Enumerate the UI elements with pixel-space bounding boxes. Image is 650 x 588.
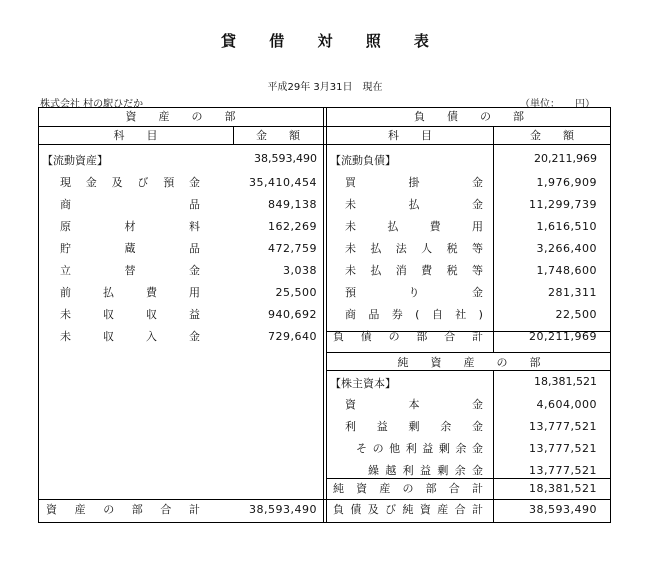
net-asset-row-amount: 4,604,000	[536, 398, 597, 411]
net-asset-row-label: 利 益 剰 余 金	[345, 420, 483, 433]
current-assets-amount: 38,593,490	[254, 152, 317, 165]
liab-col-amount: 金 額	[530, 129, 574, 142]
asset-row-amount: 35,410,454	[249, 176, 317, 189]
liabilities-total	[0, 326, 650, 348]
asset-row-amount: 849,138	[268, 198, 317, 211]
liability-row	[0, 238, 650, 260]
asset-row-label: 立 替 金	[60, 264, 200, 277]
asset-row-label: 前 払 費 用	[60, 286, 200, 299]
liability-row-amount: 3,266,400	[536, 242, 597, 255]
net-asset-row-amount: 13,777,521	[529, 464, 597, 477]
liabilities-net-assets-total	[0, 499, 650, 521]
asset-row-amount: 162,269	[268, 220, 317, 233]
asset-row-label: 未 収 入 金	[60, 330, 200, 343]
net-assets-header: 純 資 産 の 部	[397, 356, 541, 369]
liability-row-label: 未 払 金	[345, 198, 483, 211]
assets-col-amount: 金 額	[256, 129, 300, 142]
shareholders-equity-section: 【株主資本】	[330, 377, 396, 390]
net-assets-total-amount: 18,381,521	[529, 482, 597, 495]
net-assets-total	[0, 478, 650, 500]
current-liabilities-amount: 20,211,969	[534, 152, 597, 165]
asset-row-label: 貯 蔵 品	[60, 242, 200, 255]
assets-col-item: 科 目	[113, 129, 158, 142]
liability-row-label: 買 掛 金	[345, 176, 483, 189]
assets-header: 資 産 の 部	[125, 110, 236, 123]
liabilities-total-label: 負 債 の 部 合 計	[333, 330, 483, 343]
liability-row-amount: 22,500	[555, 308, 597, 321]
net-assets-total-label: 純 資 産 の 部 合 計	[333, 482, 483, 495]
report-date: 平成29年 3月31日 現在	[267, 82, 383, 93]
unit-label: （単位： 円）	[520, 99, 595, 110]
net-asset-row	[0, 394, 650, 416]
liability-row-label: 預 り 金	[345, 286, 483, 299]
liability-row-label: 未 払 消 費 税 等	[345, 264, 483, 277]
net-asset-row-amount: 13,777,521	[529, 442, 597, 455]
company-name: 株式会社 村の駅ひだか	[40, 99, 144, 110]
asset-row-label: 原 材 料	[60, 220, 200, 233]
asset-row-amount: 729,640	[268, 330, 317, 343]
net-asset-row-label: 繰 越 利 益 剰 余 金	[368, 464, 483, 477]
liability-row-label: 未 払 法 人 税 等	[345, 242, 483, 255]
liability-row	[0, 282, 650, 304]
liabilities-total-amount: 20,211,969	[529, 330, 597, 343]
liability-row-amount: 11,299,739	[529, 198, 597, 211]
liabilities-header: 負 債 の 部	[414, 110, 524, 123]
asset-row-amount: 25,500	[275, 286, 317, 299]
header-line-2	[38, 144, 611, 145]
net-asset-row-label: 資 本 金	[345, 398, 483, 411]
asset-row-amount: 940,692	[268, 308, 317, 321]
asset-row-label: 未 収 収 益	[60, 308, 200, 321]
liability-row	[0, 172, 650, 194]
net-asset-row-label: そ の 他 利 益 剰 余 金	[356, 442, 483, 455]
shareholders-equity-amount: 18,381,521	[534, 375, 597, 388]
assets-total-amount: 38,593,490	[249, 503, 317, 516]
liability-row	[0, 216, 650, 238]
current-liabilities-section: 【流動負債】	[330, 154, 396, 167]
asset-row-label: 現 金 及 び 預 金	[60, 176, 200, 189]
liabilities-net-assets-total-amount: 38,593,490	[529, 503, 597, 516]
liability-row	[0, 304, 650, 326]
page-title: 貸 借 対 照 表	[221, 32, 443, 50]
asset-row-label: 商 品	[60, 198, 200, 211]
current-assets-section: 【流動資産】	[42, 154, 108, 167]
netasset-header-line-bottom	[327, 370, 611, 371]
liability-row-label: 未 払 費 用	[345, 220, 483, 233]
assets-total-label: 資 産 の 部 合 計	[46, 503, 200, 516]
liability-row	[0, 260, 650, 282]
liability-row-amount: 1,976,909	[536, 176, 597, 189]
liability-row-label: 商 品 券 ( 自 社 )	[345, 308, 483, 321]
liabilities-net-assets-total-label: 負 債 及 び 純 資 産 合 計	[333, 503, 483, 516]
asset-row-amount: 472,759	[268, 242, 317, 255]
net-asset-row	[0, 438, 650, 460]
liability-row-amount: 1,616,510	[536, 220, 597, 233]
netasset-header-line-top	[327, 352, 611, 353]
liability-row-amount: 281,311	[548, 286, 597, 299]
liability-row	[0, 194, 650, 216]
net-asset-row	[0, 416, 650, 438]
asset-row-amount: 3,038	[283, 264, 317, 277]
liab-col-item: 科 目	[388, 129, 432, 142]
net-asset-row-amount: 13,777,521	[529, 420, 597, 433]
liability-row-amount: 1,748,600	[536, 264, 597, 277]
